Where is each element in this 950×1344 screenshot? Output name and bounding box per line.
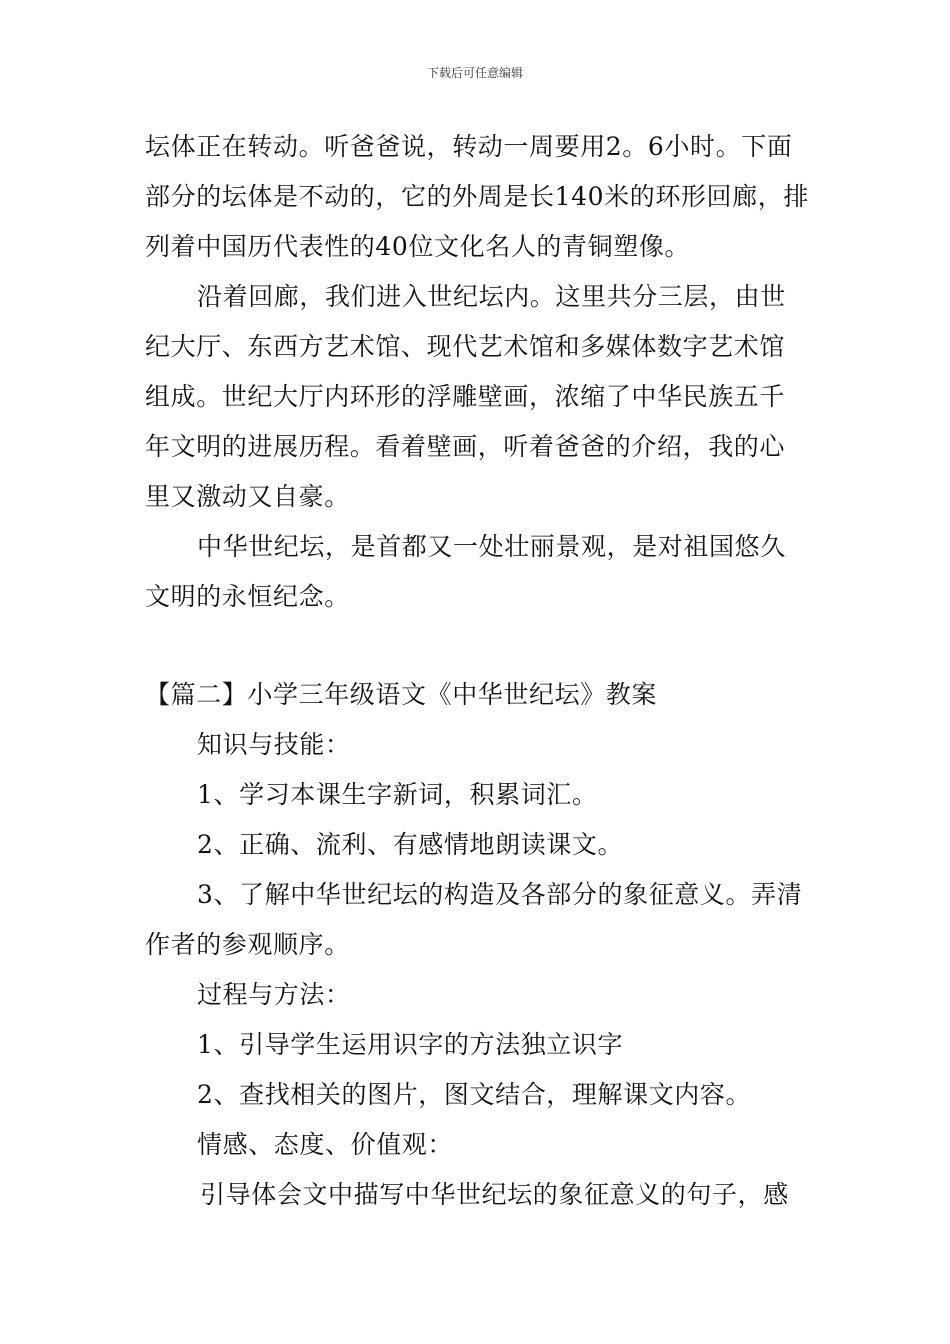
paragraph-line: 列着中国历代表性的40位文化名人的青铜塑像。 <box>145 232 691 261</box>
paragraph-line: 1、引导学生运用识字的方法独立识字 <box>197 1030 624 1059</box>
paragraph-line: 部分的坛体是不动的，它的外周是长140米的环形回廊，排 <box>145 182 809 211</box>
paragraph-line: 2、正确、流利、有感情地朗读课文。 <box>197 830 624 859</box>
paragraph-line: 文明的永恒纪念。 <box>145 582 350 611</box>
paragraph-line: 坛体正在转动。听爸爸说，转动一周要用2。6小时。下面 <box>145 132 793 161</box>
page-header: 下载后可任意编辑 <box>426 66 523 80</box>
paragraph-line: 作者的参观顺序。 <box>145 930 350 959</box>
paragraph-line: 沿着回廊，我们进入世纪坛内。这里共分三层，由世 <box>197 282 786 311</box>
paragraph-line: 中华世纪坛，是首都又一处壮丽景观，是对祖国悠久 <box>197 532 786 561</box>
paragraph-line: 情感、态度、价值观： <box>197 1130 454 1159</box>
paragraph-line: 知识与技能： <box>197 730 351 759</box>
paragraph-line: 纪大厅、东西方艺术馆、现代艺术馆和多媒体数字艺术馆 <box>145 332 786 361</box>
paragraph-line: 3、了解中华世纪坛的构造及各部分的象征意义。弄清 <box>197 880 803 909</box>
paragraph-line: 过程与方法： <box>197 980 351 1009</box>
paragraph-line: 引导体会文中描写中华世纪坛的象征意义的句子，感 <box>200 1180 789 1209</box>
paragraph-line: 组成。世纪大厅内环形的浮雕壁画，浓缩了中华民族五千 <box>145 382 786 411</box>
paragraph-line: 2、查找相关的图片，图文结合，理解课文内容。 <box>197 1080 752 1109</box>
paragraph-line: 1、学习本课生字新词，积累词汇。 <box>197 780 598 809</box>
section-heading: 【篇二】小学三年级语文《中华世纪坛》教案 <box>145 680 658 709</box>
paragraph-line: 里又激动又自豪。 <box>145 482 350 511</box>
document-body <box>145 122 807 1220</box>
paragraph-spacer <box>145 622 807 670</box>
paragraph-line: 年文明的进展历程。看着壁画，听着爸爸的介绍，我的心 <box>145 432 786 461</box>
